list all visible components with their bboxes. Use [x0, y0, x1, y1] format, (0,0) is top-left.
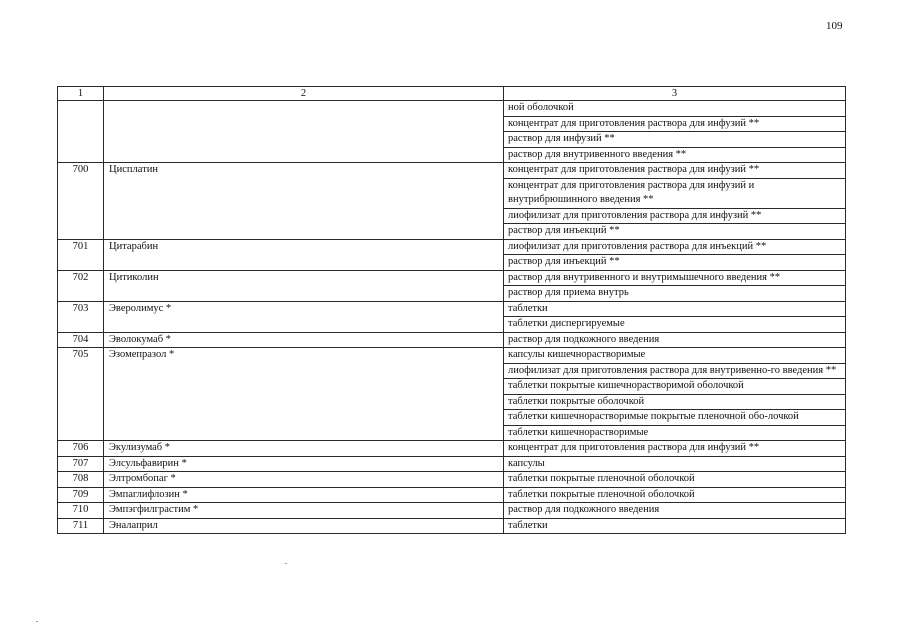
drug-name: Эверолимус *	[104, 301, 504, 332]
dosage-form: таблетки покрытые кишечнорастворимой оболочкой	[504, 379, 846, 395]
item-number: 704	[58, 332, 104, 348]
table-body	[58, 101, 846, 534]
item-number: 708	[58, 472, 104, 488]
drug-name: Эзомепразол *	[104, 348, 504, 441]
table-row	[58, 503, 846, 519]
table-row	[58, 332, 846, 348]
item-number: 705	[58, 348, 104, 441]
item-number: 709	[58, 487, 104, 503]
item-number	[58, 101, 104, 163]
table-row	[58, 239, 846, 255]
dosage-form: лиофилизат для приготовления раствора для инъекций **	[504, 239, 846, 255]
table-row	[58, 441, 846, 457]
scan-speck	[285, 563, 287, 564]
drug-name	[104, 101, 504, 163]
dosage-form: раствор для инфузий **	[504, 132, 846, 148]
table-row	[58, 487, 846, 503]
dosage-form: раствор для внутривенного и внутримышечного введения **	[504, 270, 846, 286]
table-row	[58, 456, 846, 472]
item-number: 700	[58, 163, 104, 240]
dosage-form: раствор для инъекций **	[504, 255, 846, 271]
drug-name: Элтромбопаг *	[104, 472, 504, 488]
item-number: 703	[58, 301, 104, 332]
page-number: 109	[826, 20, 843, 32]
dosage-form: раствор для подкожного введения	[504, 332, 846, 348]
dosage-form: капсулы	[504, 456, 846, 472]
drug-name: Цитиколин	[104, 270, 504, 301]
dosage-form: концентрат для приготовления раствора для инфузий и внутрибрюшинного введения **	[504, 178, 846, 208]
dosage-form: таблетки покрытые пленочной оболочкой	[504, 487, 846, 503]
table-row	[58, 101, 846, 117]
item-number: 702	[58, 270, 104, 301]
header-col-form: 3	[504, 87, 846, 101]
header-col-number: 1	[58, 87, 104, 101]
dosage-form: таблетки кишечнорастворимые покрытые пленочной обо-лочкой	[504, 410, 846, 426]
dosage-form: таблетки кишечнорастворимые	[504, 425, 846, 441]
dosage-form: раствор для внутривенного введения **	[504, 147, 846, 163]
table-row	[58, 163, 846, 179]
drug-name: Цитарабин	[104, 239, 504, 270]
table-row	[58, 518, 846, 534]
header-row	[58, 87, 846, 101]
table-row	[58, 301, 846, 317]
dosage-form: раствор для инъекций **	[504, 224, 846, 240]
item-number: 706	[58, 441, 104, 457]
dosage-form: лиофилизат для приготовления раствора для инфузий **	[504, 208, 846, 224]
item-number: 707	[58, 456, 104, 472]
drug-name: Эналаприл	[104, 518, 504, 534]
table-header	[58, 87, 846, 101]
dosage-form: лиофилизат для приготовления раствора для внутривенно-го введения **	[504, 363, 846, 379]
dosage-form: таблетки покрытые пленочной оболочкой	[504, 472, 846, 488]
scan-speck	[36, 621, 38, 622]
dosage-form: раствор для подкожного введения	[504, 503, 846, 519]
drug-name: Эмпаглифлозин *	[104, 487, 504, 503]
drug-name: Эволокумаб *	[104, 332, 504, 348]
drug-name: Элсульфавирин *	[104, 456, 504, 472]
dosage-form: таблетки покрытые оболочкой	[504, 394, 846, 410]
dosage-form: концентрат для приготовления раствора для инфузий **	[504, 441, 846, 457]
dosage-form: капсулы кишечнорастворимые	[504, 348, 846, 364]
table-row	[58, 270, 846, 286]
drug-name: Цисплатин	[104, 163, 504, 240]
drug-forms-table	[57, 86, 846, 534]
dosage-form: ной оболочкой	[504, 101, 846, 117]
dosage-form: раствор для приема внутрь	[504, 286, 846, 302]
dosage-form: концентрат для приготовления раствора для инфузий **	[504, 163, 846, 179]
dosage-form: таблетки	[504, 301, 846, 317]
dosage-form: таблетки диспергируемые	[504, 317, 846, 333]
table-row	[58, 348, 846, 364]
item-number: 701	[58, 239, 104, 270]
table-row	[58, 472, 846, 488]
item-number: 710	[58, 503, 104, 519]
dosage-form: концентрат для приготовления раствора для инфузий **	[504, 116, 846, 132]
drug-name: Эмпэгфилграстим *	[104, 503, 504, 519]
item-number: 711	[58, 518, 104, 534]
drug-name: Экулизумаб *	[104, 441, 504, 457]
header-col-name: 2	[104, 87, 504, 101]
dosage-form: таблетки	[504, 518, 846, 534]
